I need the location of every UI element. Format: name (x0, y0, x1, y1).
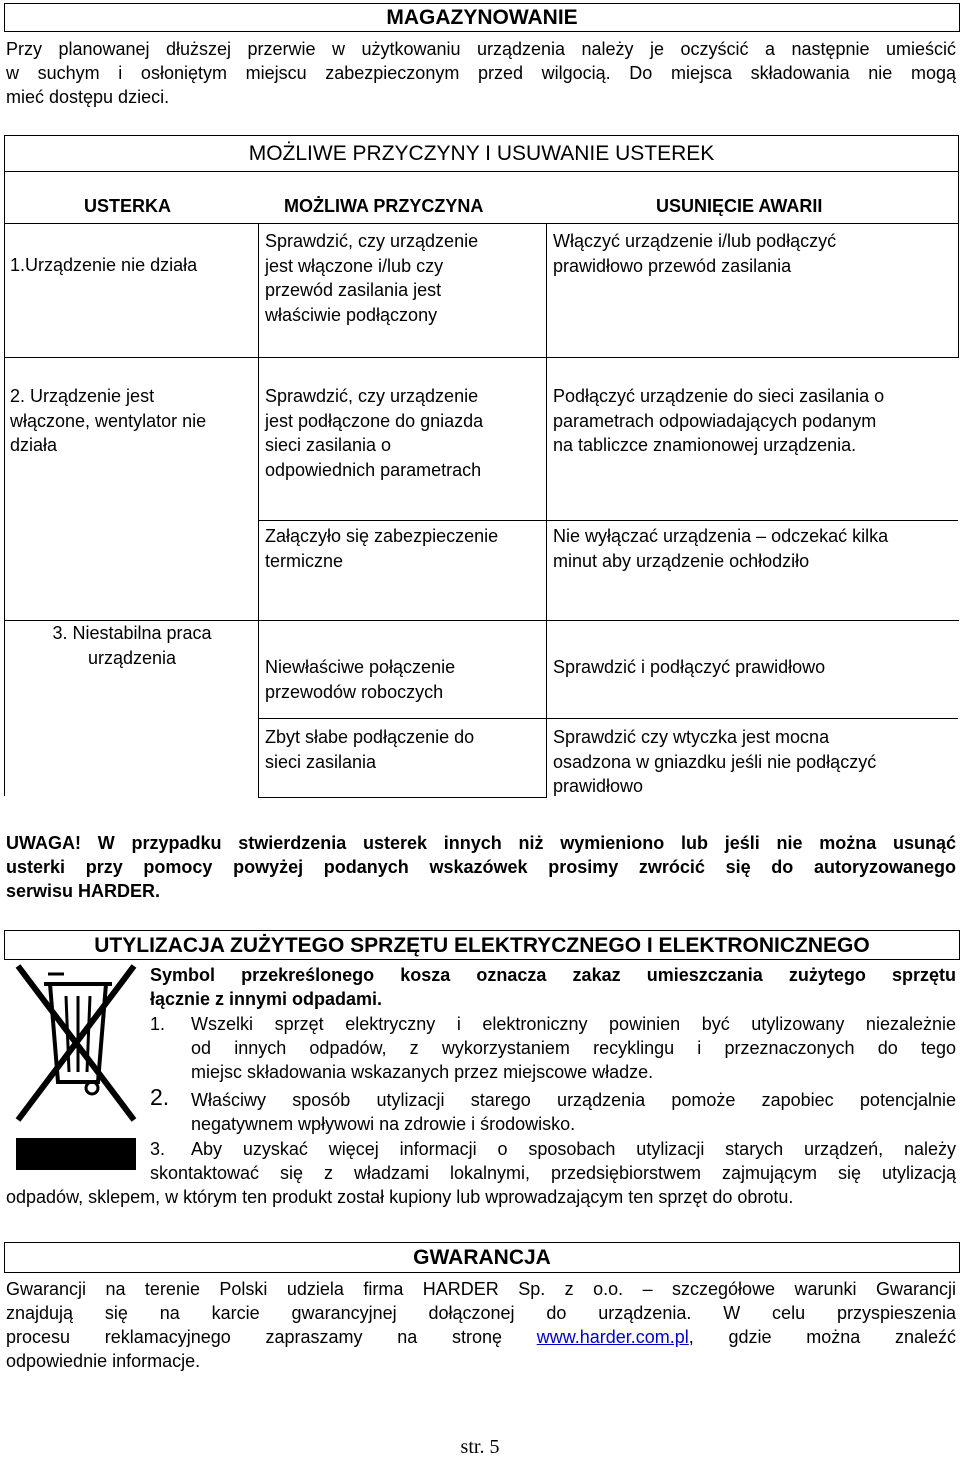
troubleshooting-title: MOŻLIWE PRZYCZYNY I USUWANIE USTEREK (4, 135, 959, 172)
warranty-line-2: znajdują się na karcie gwarancyjnej dołączonej do urządzenia. W celu przyspieszenia (6, 1303, 956, 1323)
disposal-item-2-line-1: Właściwy sposób utylizacji starego urządzenia pomoże zapobiec potencjalnie (191, 1090, 956, 1110)
page-number: str. 5 (460, 1436, 500, 1458)
header-fault: USTERKA (84, 196, 172, 216)
disposal-item-2-number: 2. (150, 1084, 170, 1110)
table-divider-1 (258, 223, 259, 798)
warning-label: UWAGA! (6, 833, 81, 853)
disposal-item-1-line-2: od innych odpadów, z wykorzystaniem recyklingu i przeznaczonych do tego (191, 1038, 956, 1058)
disposal-symbol-line-2: łącznie z innymi odpadami. (150, 989, 383, 1009)
disposal-item-1-line-3: miejsc składowania wskazanych przez miejscowe władze. (191, 1062, 654, 1082)
disposal-title: UTYLIZACJA ZUŻYTEGO SPRZĘTU ELEKTRYCZNEGO I ELEKTRONICZNEGO (4, 930, 960, 960)
disposal-title-rule (4, 959, 959, 960)
table-divider-2 (546, 223, 547, 798)
header-fix: USUNIĘCIE AWARII (656, 196, 823, 216)
r5-fix: Sprawdzić czy wtyczka jest mocna osadzona w gniazdku jeśli nie podłączyć prawidłowo (553, 727, 877, 796)
warranty-line-4: odpowiednie informacje. (6, 1351, 201, 1371)
warranty-line-3: procesu reklamacyjnego zapraszamy na stronę www.harder.com.pl, gdzie można znaleźć (6, 1327, 957, 1347)
r1-fix: Włączyć urządzenie i/lub podłączyć prawidłowo przewód zasilania (553, 231, 837, 276)
storage-line-1: Przy planowanej dłuższej przerwie w użytkowaniu urządzenia należy je oczyścić a następnie umieścić (6, 39, 956, 59)
warning-line-3: serwisu HARDER. (6, 881, 161, 901)
table-row-rule-1 (4, 357, 959, 358)
r3-fix: Nie wyłączać urządzenia – odczekać kilka minut aby urządzenie ochłodziło (553, 526, 889, 571)
warranty-title: GWARANCJA (4, 1242, 960, 1273)
r1-cause: Sprawdzić, czy urządzenie jest włączone i/lub czy przewód zasilania jest właściwie podłączony (265, 231, 479, 325)
r2-fault: 2. Urządzenie jest włączone, wentylator nie działa (10, 386, 207, 455)
warranty-line-1: Gwarancji na terenie Polski udziela firma HARDER Sp. z o.o. – szczegółowe warunki Gwarancji (6, 1279, 956, 1299)
warranty-title-rule (4, 1272, 959, 1273)
table-left-border (4, 171, 5, 796)
table-header-rule (4, 223, 959, 224)
r1-fault: 1.Urządzenie nie działa (10, 255, 198, 275)
r4-fault: 3. Niestabilna praca urządzenia (52, 623, 212, 668)
table-bottom-rule (258, 797, 546, 798)
harder-website-link[interactable]: www.harder.com.pl (536, 1327, 689, 1347)
warning-line-2: usterki przy pomocy powyżej podanych wskazówek prosimy zwrócić się do autoryzowanego (6, 857, 956, 877)
storage-title: MAGAZYNOWANIE (4, 3, 960, 32)
storage-line-3: mieć dostępu dzieci. (6, 87, 170, 107)
r3-cause: Załączyło się zabezpieczenie termiczne (265, 526, 499, 571)
disposal-item-3-line-2: skontaktować się z władzami lokalnymi, przedsiębiorstwem zajmującym się utylizacją (150, 1163, 956, 1183)
disposal-item-3-number: 3. (150, 1139, 166, 1159)
r5-cause: Zbyt słabe podłączenie do sieci zasilania (265, 727, 475, 772)
table-row-rule-2 (258, 520, 958, 521)
storage-title-rule (4, 31, 959, 32)
r2-fix: Podłączyć urządzenie do sieci zasilania o parametrach odpowiadających podanym na tabliczce znamionowej urządzenia. (553, 386, 885, 455)
table-right-border (958, 171, 959, 358)
crossed-out-bin-icon (14, 962, 138, 1176)
disposal-symbol-line-1: Symbol przekreślonego kosza oznacza zakaz umieszczania zużytego sprzętu (150, 965, 956, 985)
table-row-rule-4 (258, 718, 958, 719)
r2-cause: Sprawdzić, czy urządzenie jest podłączone do gniazda sieci zasilania o odpowiednich parametrach (265, 386, 484, 480)
disposal-item-1-number: 1. (150, 1014, 166, 1034)
disposal-item-3-line-1: Aby uzyskać więcej informacji o sposobach utylizacji starych urządzeń, należy (191, 1139, 956, 1159)
disposal-item-3-line-3: odpadów, sklepem, w którym ten produkt został kupiony lub wprowadzającym ten sprzęt do obrotu. (6, 1187, 794, 1207)
header-cause: MOŻLIWA PRZYCZYNA (284, 196, 484, 216)
r4-cause: Niewłaściwe połączenie przewodów roboczych (265, 657, 456, 702)
r4-fix: Sprawdzić i podłączyć prawidłowo (553, 657, 826, 677)
storage-line-2: w suchym i osłoniętym miejscu zabezpieczonym przed wilgocią. Do miejsca składowania nie mogą (6, 63, 956, 83)
disposal-item-2-line-2: negatywnem wpływowi na zdrowie i środowisko. (191, 1114, 576, 1134)
warning-line-1: UWAGA! W przypadku stwierdzenia usterek innych niż wymieniono lub jeśli nie można usunąć (6, 833, 956, 853)
disposal-item-1-line-1: Wszelki sprzęt elektryczny i elektroniczny powinien być utylizowany niezależnie (191, 1014, 956, 1034)
